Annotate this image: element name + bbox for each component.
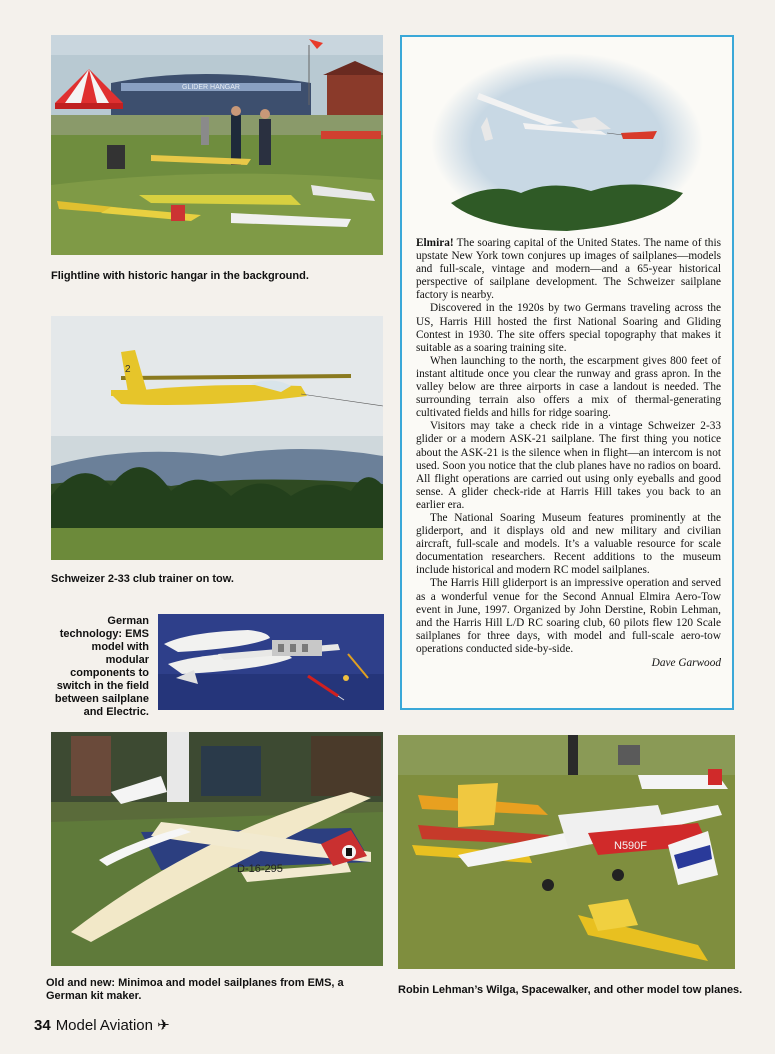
svg-text:2: 2 bbox=[125, 364, 131, 375]
article-paragraph-1-text: The soaring capital of the United States. The name of this upstate New York town conjures up images of sailplanes—models and full-scale, vintage and modern—and a 65-year historical perspective of sailplane development. The Schweizer sailplane factory is nearby. bbox=[416, 237, 721, 302]
hangar-sign: GLIDER HANGAR bbox=[182, 84, 240, 91]
minimoa-caption: Old and new: Minimoa and model sailplanes from EMS, a German kit maker. bbox=[46, 977, 344, 1002]
article-paragraph-1 bbox=[416, 237, 721, 302]
article-body bbox=[416, 237, 721, 670]
article-paragraph-2: Discovered in the 1920s by two Germans traveling across the US, Harris Hill hosted the first National Soaring and Gliding Contest in 1930. The site offers special topography that makes it suitable as a soaring training site. bbox=[416, 302, 721, 354]
article-paragraph-4: Visitors may take a check ride in a vintage Schweizer 2-33 glider or a modern ASK-21 sailplane. The first thing you notice about the ASK-21 is the silence when in flight—an intercom is not used. Soon you notice that the club planes have no radios on board. All flight operations are carried out using only eyeballs and good sense. A glider check-ride at Harris Hill takes you back to an earlier era. bbox=[416, 420, 721, 511]
flightline-photo bbox=[51, 35, 383, 255]
article-byline: Dave Garwood bbox=[651, 657, 721, 669]
wilga-registration: N590F bbox=[614, 840, 648, 852]
minimoa-registration: D-16-295 bbox=[237, 863, 283, 875]
page-folio bbox=[34, 1016, 170, 1034]
ems-model-photo bbox=[158, 614, 384, 710]
article-paragraph-5: The National Soaring Museum features prominently at the gliderport, and it displays old and new military and civilian aircraft, full-scale and models. It’s a valuable resource for scale documentation researchers. Recent additions to the museum include historical and modern RC model sailplanes. bbox=[416, 511, 721, 577]
trainer-photo bbox=[51, 316, 383, 560]
airplane-icon: ✈ bbox=[157, 1017, 170, 1034]
article-paragraph-6: The Harris Hill gliderport is an impressive operation and served as a wonderful venue for the Second Annual Elmira Aero-Tow event in June, 1997. Organized by John Derstine, Robin Lehman, and the Harris Hill L/D RC soaring club, 60 pilots flew 120 Scale sailplanes for three days, with model and full-scale aero-tow operations conducted side-by-side. bbox=[416, 577, 721, 655]
tow-planes-caption: Robin Lehman’s Wilga, Spacewalker, and other model tow planes. bbox=[398, 984, 743, 996]
trainer-caption: Schweizer 2-33 club trainer on tow. bbox=[51, 573, 234, 585]
article-paragraph-3: When launching to the north, the escarpment gives 800 feet of instant altitude once you clear the runway and grass apron. In the valley below are three airports in case a landout is needed. The surrounding terrain also offers a mix of thermal-generating cultivated fields and hills for ridge soaring. bbox=[416, 354, 721, 420]
glider-vignette-photo bbox=[431, 53, 703, 231]
article-lead: Elmira! bbox=[416, 237, 454, 249]
minimoa-photo bbox=[51, 732, 383, 966]
magazine-name: Model Aviation bbox=[55, 1017, 153, 1034]
ems-caption: German technology: EMS model with modular components to switch in the field between sailplane and Electric. bbox=[54, 615, 149, 718]
flightline-caption: Flightline with historic hangar in the background. bbox=[51, 270, 309, 282]
tow-planes-photo bbox=[398, 735, 735, 969]
page-number: 34 bbox=[34, 1017, 51, 1034]
